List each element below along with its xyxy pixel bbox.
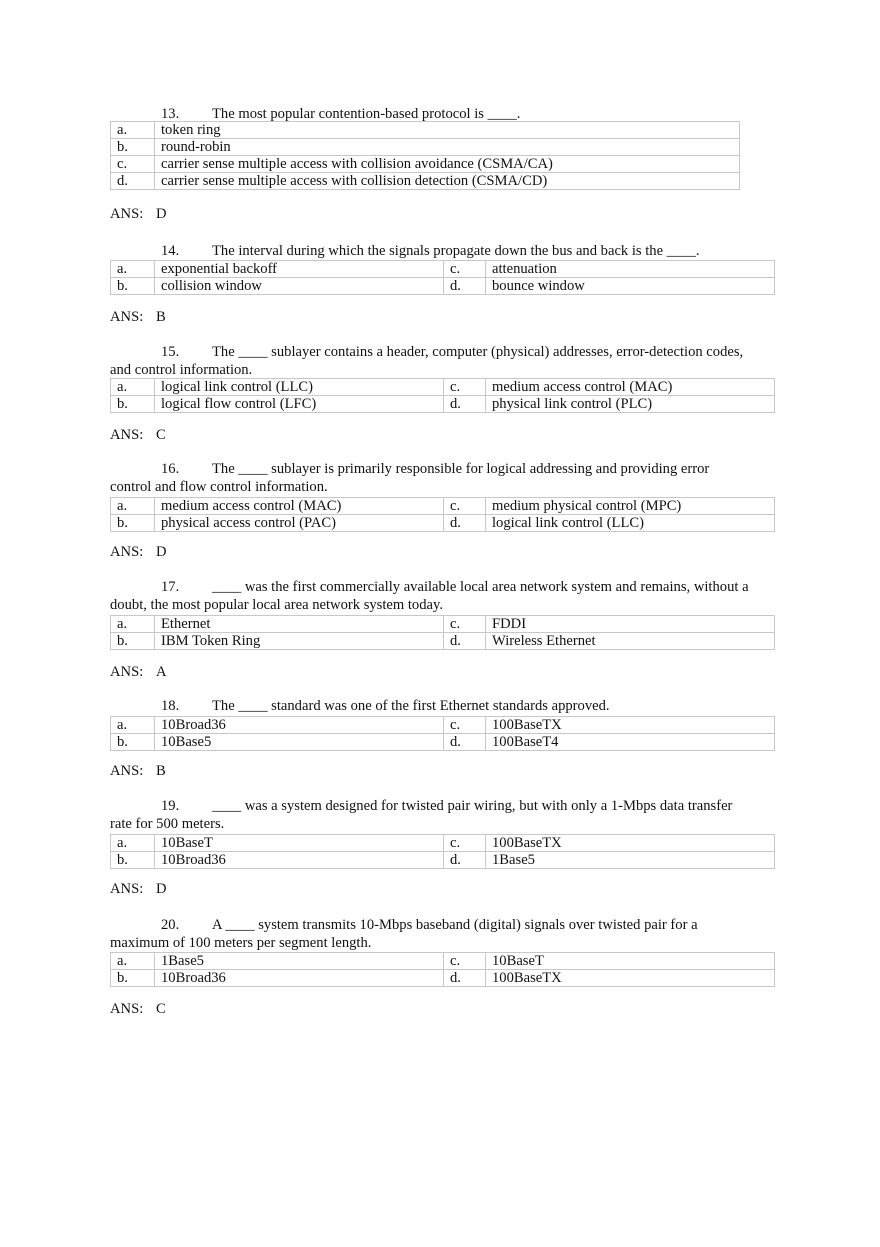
option-text: physical access control (PAC) — [155, 515, 444, 532]
options-table — [110, 260, 775, 295]
option-letter: b. — [111, 278, 155, 295]
option-letter: a. — [111, 717, 155, 734]
option-letter: d. — [444, 278, 486, 295]
option-letter: d. — [444, 515, 486, 532]
option-letter: b. — [111, 970, 155, 987]
option-text: bounce window — [486, 278, 775, 295]
option-row — [111, 173, 740, 190]
option-row — [111, 379, 775, 396]
question-text — [110, 697, 750, 715]
option-text: 1Base5 — [155, 953, 444, 970]
answer-line — [110, 309, 166, 326]
options-table — [110, 716, 775, 751]
question-stem: The ____ sublayer contains a header, computer (physical) addresses, error-detection codes, and control information. — [110, 344, 744, 378]
answer-value: C — [156, 1001, 166, 1017]
options-table — [110, 497, 775, 532]
option-text: logical link control (LLC) — [155, 379, 444, 396]
option-row — [111, 515, 775, 532]
option-letter: c. — [444, 953, 486, 970]
options-table — [110, 952, 775, 987]
option-text: 100BaseTX — [486, 970, 775, 987]
question-number: 14. — [161, 243, 180, 259]
answer-value: B — [156, 763, 166, 779]
answer-label: ANS: — [110, 309, 144, 325]
question-stem: ____ was a system designed for twisted pair wiring, but with only a 1-Mbps data transfer rate for 500 meters. — [110, 798, 733, 832]
option-text: 1Base5 — [486, 852, 775, 869]
option-letter: c. — [444, 379, 486, 396]
question-number: 16. — [161, 461, 180, 477]
option-text: medium access control (MAC) — [155, 498, 444, 515]
question-number: 13. — [161, 106, 180, 122]
option-text: 10Broad36 — [155, 852, 444, 869]
option-text: medium physical control (MPC) — [486, 498, 775, 515]
answer-label: ANS: — [110, 881, 144, 897]
option-letter: c. — [111, 156, 155, 173]
answer-line — [110, 763, 166, 780]
options-table — [110, 378, 775, 413]
option-letter: c. — [444, 717, 486, 734]
answer-line — [110, 544, 167, 561]
option-letter: a. — [111, 953, 155, 970]
option-letter: d. — [444, 396, 486, 413]
option-row — [111, 953, 775, 970]
option-letter: b. — [111, 734, 155, 751]
answer-value: D — [156, 206, 167, 222]
answer-value: A — [156, 664, 167, 680]
option-letter: d. — [444, 970, 486, 987]
answer-label: ANS: — [110, 544, 144, 560]
option-text: 10BaseT — [486, 953, 775, 970]
question-text — [110, 460, 750, 496]
option-letter: b. — [111, 139, 155, 156]
option-text: 10Broad36 — [155, 717, 444, 734]
option-row — [111, 396, 775, 413]
option-row — [111, 717, 775, 734]
question-text — [110, 242, 750, 260]
option-row — [111, 970, 775, 987]
option-text: medium access control (MAC) — [486, 379, 775, 396]
option-letter: c. — [444, 616, 486, 633]
answer-line — [110, 427, 166, 444]
answer-label: ANS: — [110, 206, 144, 222]
option-letter: a. — [111, 835, 155, 852]
question-stem: The most popular contention-based protocol is ____. — [212, 106, 521, 122]
options-table — [110, 834, 775, 869]
option-text: 100BaseTX — [486, 835, 775, 852]
option-letter: d. — [111, 173, 155, 190]
option-letter: b. — [111, 396, 155, 413]
option-row — [111, 139, 740, 156]
question-stem: ____ was the first commercially available local area network system and remains, without a doubt, the most popular local area network system today. — [110, 579, 749, 613]
option-letter: d. — [444, 633, 486, 650]
option-row — [111, 498, 775, 515]
option-text: round-robin — [155, 139, 740, 156]
question-text — [110, 578, 750, 614]
option-text: logical flow control (LFC) — [155, 396, 444, 413]
question-number: 17. — [161, 579, 180, 595]
question-number: 19. — [161, 798, 180, 814]
option-text: 10Broad36 — [155, 970, 444, 987]
question-text — [110, 916, 750, 952]
option-row — [111, 734, 775, 751]
answer-value: C — [156, 427, 166, 443]
option-letter: a. — [111, 122, 155, 139]
question-text — [110, 797, 750, 833]
option-row — [111, 261, 775, 278]
option-text: FDDI — [486, 616, 775, 633]
option-letter: c. — [444, 835, 486, 852]
question-stem: The interval during which the signals propagate down the bus and back is the ____. — [212, 243, 700, 259]
option-text: logical link control (LLC) — [486, 515, 775, 532]
option-letter: c. — [444, 498, 486, 515]
answer-line — [110, 206, 167, 223]
option-text: exponential backoff — [155, 261, 444, 278]
option-row — [111, 852, 775, 869]
question-number: 20. — [161, 917, 180, 933]
option-text: physical link control (PLC) — [486, 396, 775, 413]
option-letter: d. — [444, 734, 486, 751]
options-table — [110, 121, 740, 190]
option-letter: a. — [111, 379, 155, 396]
option-text: Ethernet — [155, 616, 444, 633]
question-stem: A ____ system transmits 10-Mbps baseband (digital) signals over twisted pair for a maximum of 100 meters per segment length. — [110, 917, 698, 951]
option-text: 100BaseT4 — [486, 734, 775, 751]
option-letter: a. — [111, 616, 155, 633]
answer-line — [110, 1001, 166, 1018]
answer-value: D — [156, 544, 167, 560]
answer-label: ANS: — [110, 763, 144, 779]
question-number: 18. — [161, 698, 180, 714]
option-text: Wireless Ethernet — [486, 633, 775, 650]
option-text: carrier sense multiple access with collision detection (CSMA/CD) — [155, 173, 740, 190]
option-text: 10BaseT — [155, 835, 444, 852]
question-text — [110, 343, 750, 379]
option-row — [111, 835, 775, 852]
option-row — [111, 633, 775, 650]
answer-line — [110, 664, 167, 681]
answer-label: ANS: — [110, 664, 144, 680]
option-letter: c. — [444, 261, 486, 278]
answer-line — [110, 881, 167, 898]
option-row — [111, 122, 740, 139]
option-letter: b. — [111, 515, 155, 532]
option-text: IBM Token Ring — [155, 633, 444, 650]
option-letter: d. — [444, 852, 486, 869]
answer-value: B — [156, 309, 166, 325]
option-letter: b. — [111, 852, 155, 869]
option-letter: a. — [111, 261, 155, 278]
question-stem: The ____ sublayer is primarily responsible for logical addressing and providing error control and flow control information. — [110, 461, 710, 495]
option-row — [111, 156, 740, 173]
option-row — [111, 616, 775, 633]
option-text: 10Base5 — [155, 734, 444, 751]
option-text: carrier sense multiple access with collision avoidance (CSMA/CA) — [155, 156, 740, 173]
answer-label: ANS: — [110, 1001, 144, 1017]
option-letter: b. — [111, 633, 155, 650]
question-stem: The ____ standard was one of the first Ethernet standards approved. — [212, 698, 610, 714]
option-text: 100BaseTX — [486, 717, 775, 734]
option-text: token ring — [155, 122, 740, 139]
option-letter: a. — [111, 498, 155, 515]
option-text: collision window — [155, 278, 444, 295]
options-table — [110, 615, 775, 650]
question-number: 15. — [161, 344, 180, 360]
answer-label: ANS: — [110, 427, 144, 443]
option-row — [111, 278, 775, 295]
answer-value: D — [156, 881, 167, 897]
option-text: attenuation — [486, 261, 775, 278]
